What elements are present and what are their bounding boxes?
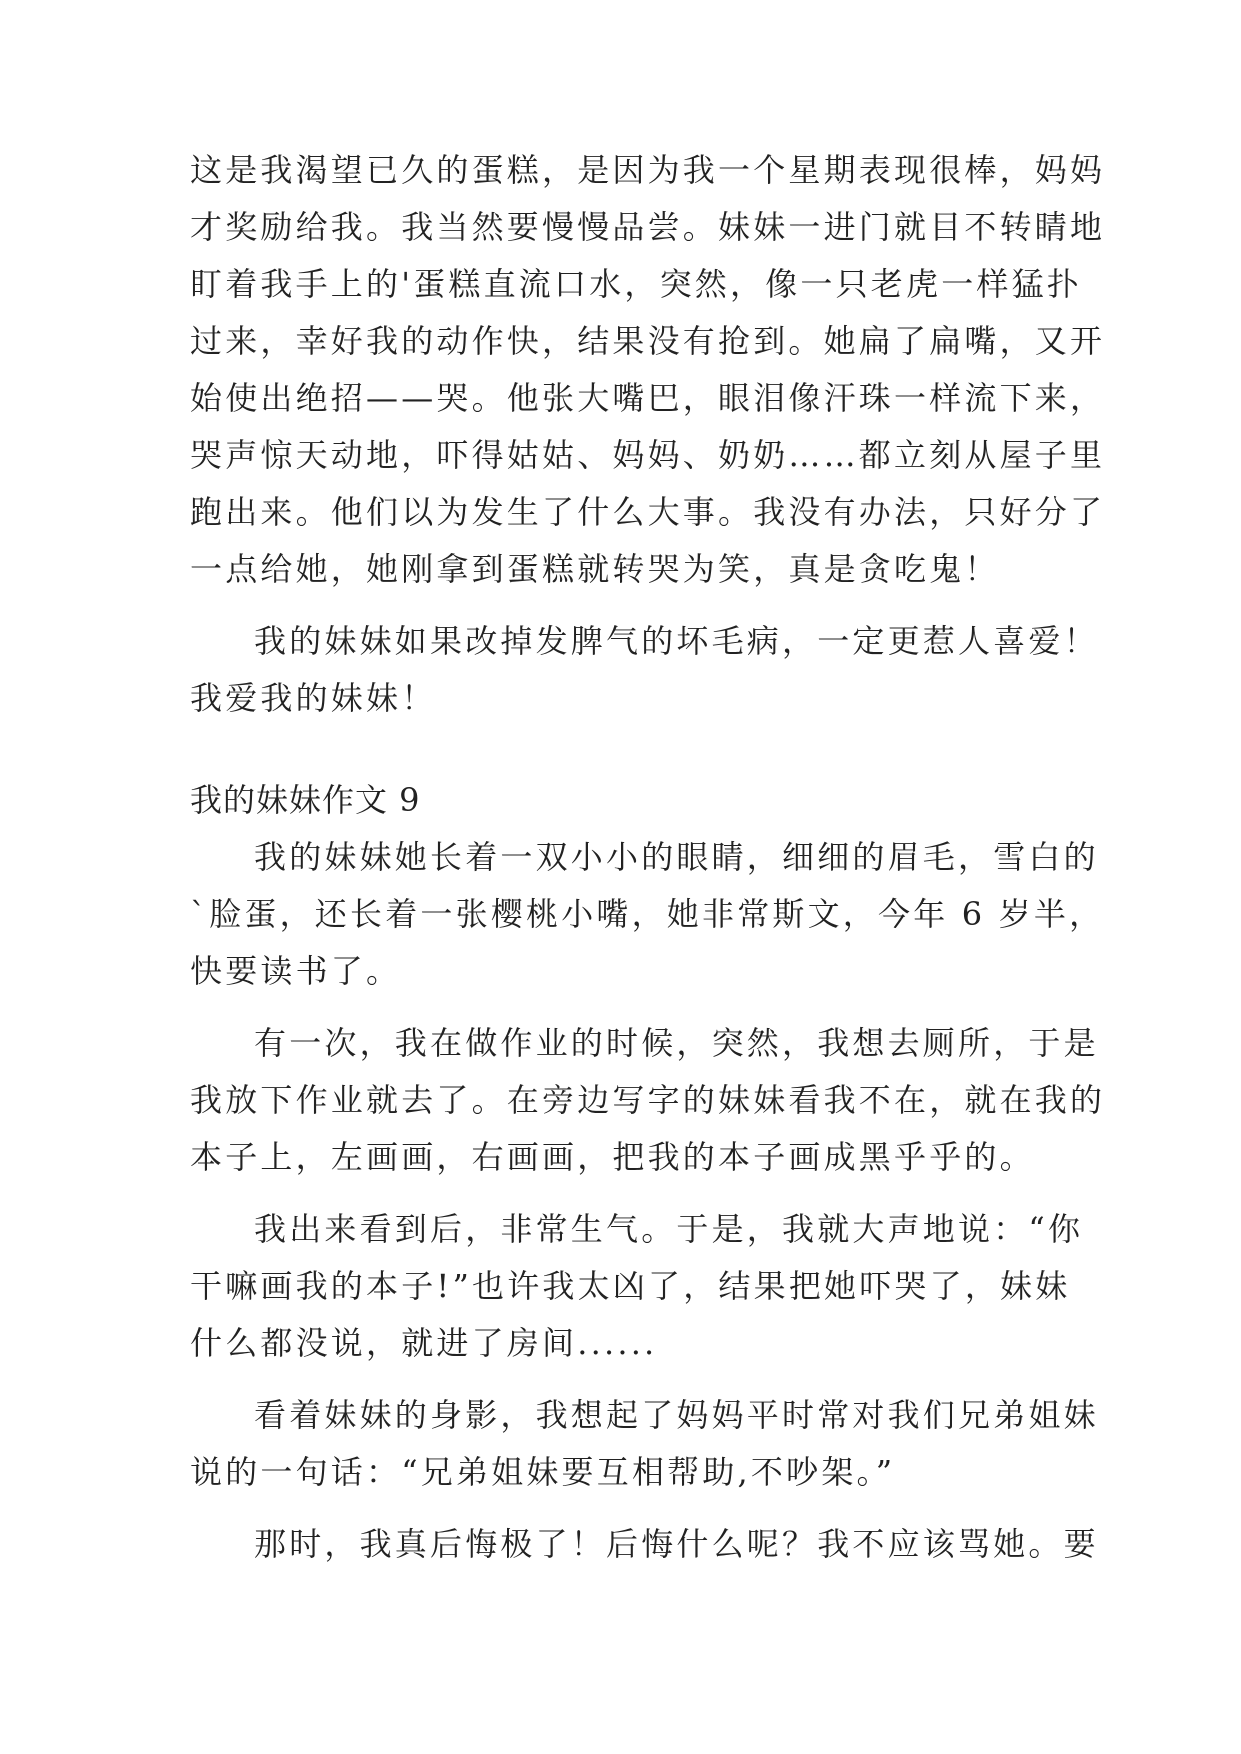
paragraph-first-line: 那时，我真后悔极了！后悔什么呢？我不应该骂她。要 [254,1525,1099,1563]
paragraph-line: 什么都没说，就进了房间...... [190,1324,658,1362]
paragraph-line: 跑出来。他们以为发生了什么大事。我没有办法，只好分了 [190,493,1106,531]
paragraph-line: 我爱我的妹妹！ [190,679,437,717]
section-title: 我的妹妹作文 9 [190,781,421,819]
paragraph-line: 说的一句话：“兄弟姐妹要互相帮助,不吵架。” [190,1453,896,1491]
paragraph-line: 快要读书了。 [190,952,402,990]
paragraph-first-line: 看着妹妹的身影，我想起了妈妈平时常对我们兄弟姐妹 [254,1396,1099,1434]
paragraph-line: 干嘛画我的本子!”也许我太凶了，结果把她吓哭了，妹妹 [190,1267,1071,1305]
paragraph-first-line: 有一次，我在做作业的时候，突然，我想去厕所，于是 [254,1024,1099,1062]
paragraph-first-line: 我出来看到后，非常生气。于是，我就大声地说：“你 [254,1210,1084,1248]
paragraph-line: 哭声惊天动地，吓得姑姑、妈妈、奶奶……都立刻从屋子里 [190,436,1106,474]
paragraph-line: 一点给她，她刚拿到蛋糕就转哭为笑，真是贪吃鬼！ [190,550,1000,588]
paragraph-line: 这是我渴望已久的蛋糕，是因为我一个星期表现很棒，妈妈 [190,151,1106,189]
paragraph-line: 过来，幸好我的动作快，结果没有抢到。她扁了扁嘴，又开 [190,322,1106,360]
paragraph-line: 始使出绝招——哭。他张大嘴巴，眼泪像汗珠一样流下来， [190,379,1106,417]
paragraph-line: `脸蛋，还长着一张樱桃小嘴，她非常斯文，今年 6 岁半， [190,895,1105,933]
paragraph-line: 盯着我手上的'蛋糕直流口水，突然，像一只老虎一样猛扑 [190,265,1082,303]
paragraph-first-line: 我的妹妹如果改掉发脾气的坏毛病，一定更惹人喜爱！ [254,622,1099,660]
paragraph-line: 才奖励给我。我当然要慢慢品尝。妹妹一进门就目不转睛地 [190,208,1106,246]
paragraph-line: 我放下作业就去了。在旁边写字的妹妹看我不在，就在我的 [190,1081,1106,1119]
paragraph-first-line: 我的妹妹她长着一双小小的眼睛，细细的眉毛，雪白的 [254,838,1099,876]
paragraph-line: 本子上，左画画，右画画，把我的本子画成黑乎乎的。 [190,1138,1035,1176]
